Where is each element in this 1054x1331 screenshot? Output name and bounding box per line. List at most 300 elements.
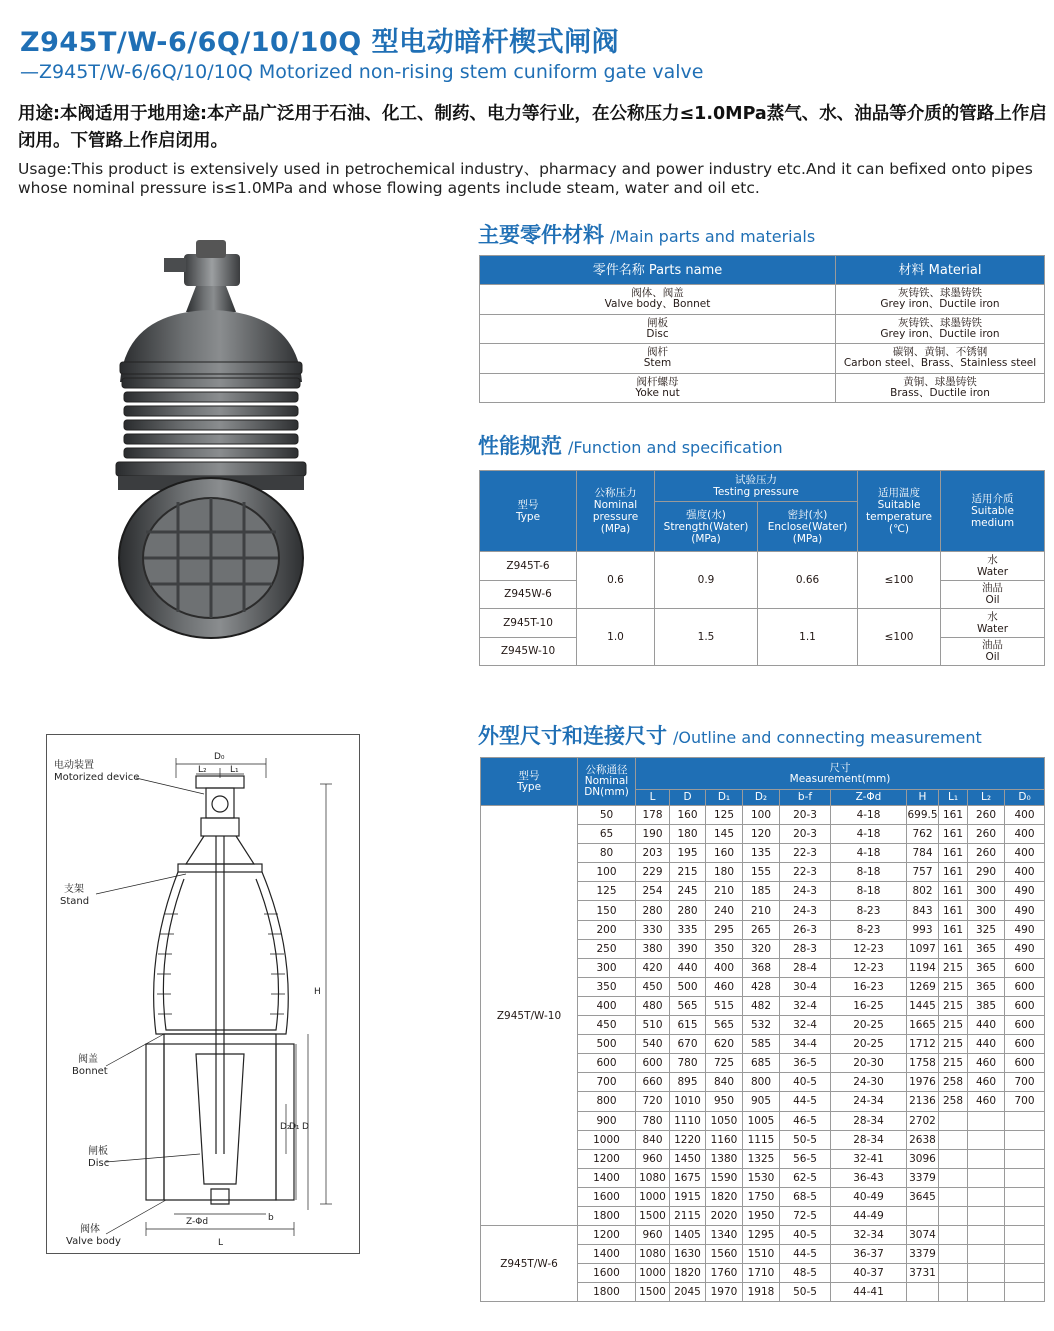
svg-text:Valve body: Valve body bbox=[66, 1236, 121, 1247]
medium-cell bbox=[941, 580, 1045, 609]
dimension-cell: 300 bbox=[968, 882, 1005, 901]
material-cn: 黄铜、球墨铸铁 bbox=[903, 375, 977, 388]
measurement-column-header: b-f bbox=[780, 790, 831, 806]
material-en: Carbon steel、Brass、Stainless steel bbox=[843, 357, 1037, 370]
svg-text:闸板: 闸板 bbox=[88, 1146, 108, 1157]
dimension-cell: 993 bbox=[907, 920, 939, 939]
dimension-cell: 400 bbox=[706, 958, 743, 977]
dimension-cell: 20-25 bbox=[831, 1016, 907, 1035]
dimension-cell bbox=[968, 1264, 1005, 1283]
dimension-cell: 2638 bbox=[907, 1130, 939, 1149]
dimension-cell: 125 bbox=[706, 806, 743, 825]
dimension-cell: 200 bbox=[578, 920, 636, 939]
material-cell bbox=[836, 314, 1045, 344]
dimension-cell: 24-34 bbox=[831, 1092, 907, 1111]
dimension-cell: 1760 bbox=[706, 1264, 743, 1283]
dimension-cell: 450 bbox=[636, 977, 670, 996]
dimension-cell: 1665 bbox=[907, 1016, 939, 1035]
svg-text:Motorized device: Motorized device bbox=[54, 772, 140, 783]
dimension-cell: 135 bbox=[743, 844, 780, 863]
material-en: Brass、Ductile iron bbox=[890, 386, 990, 399]
dimension-cell: 1758 bbox=[907, 1054, 939, 1073]
dimension-cell: 8-18 bbox=[831, 863, 907, 882]
dimension-row bbox=[481, 1226, 1045, 1245]
header-type: 型号 Type bbox=[480, 471, 577, 552]
dimension-cell: 12-23 bbox=[831, 939, 907, 958]
dimension-cell bbox=[939, 1264, 968, 1283]
dimension-cell: 1340 bbox=[706, 1226, 743, 1245]
dimension-cell: 600 bbox=[1005, 1054, 1045, 1073]
dimension-cell: 50-5 bbox=[780, 1283, 831, 1302]
dimension-cell: 600 bbox=[1005, 996, 1045, 1015]
dimension-cell: 460 bbox=[968, 1092, 1005, 1111]
medium-en: Oil bbox=[985, 594, 1000, 607]
measurement-column-header: H bbox=[907, 790, 939, 806]
svg-text:L₂: L₂ bbox=[198, 765, 207, 775]
dimension-cell: 784 bbox=[907, 844, 939, 863]
svg-text:Stand: Stand bbox=[60, 896, 90, 907]
svg-text:Bonnet: Bonnet bbox=[72, 1066, 108, 1077]
dimension-cell: 600 bbox=[578, 1054, 636, 1073]
dimension-cell: 100 bbox=[578, 863, 636, 882]
header-parts-name: 零件名称 Parts name bbox=[480, 256, 836, 285]
dimension-cell: 1080 bbox=[636, 1245, 670, 1264]
svg-text:Disc: Disc bbox=[88, 1158, 110, 1169]
header-measurement: 尺寸 Measurement(mm) bbox=[636, 758, 1045, 790]
dimension-cell: 215 bbox=[939, 958, 968, 977]
dimension-cell: 1269 bbox=[907, 977, 939, 996]
dimension-cell: 330 bbox=[636, 920, 670, 939]
dimension-cell: 28-34 bbox=[831, 1130, 907, 1149]
material-en: Grey iron、Ductile iron bbox=[880, 298, 1000, 311]
svg-text:支架: 支架 bbox=[64, 884, 84, 895]
type-cell: Z945T-6 bbox=[480, 552, 577, 581]
dimension-cell: 600 bbox=[1005, 1035, 1045, 1054]
dimension-cell: 1675 bbox=[670, 1168, 706, 1187]
dimension-cell bbox=[968, 1111, 1005, 1130]
measurement-column-header: D₁ bbox=[706, 790, 743, 806]
dimension-cell: 700 bbox=[1005, 1073, 1045, 1092]
dimension-cell: 254 bbox=[636, 882, 670, 901]
spec-temp-cell: ≤100 bbox=[858, 609, 941, 666]
dimension-cell: 20-3 bbox=[780, 825, 831, 844]
dimension-cell: 1918 bbox=[743, 1283, 780, 1302]
dimension-cell: 1600 bbox=[578, 1187, 636, 1206]
measurement-column-header: D₂ bbox=[743, 790, 780, 806]
dimension-cell: 260 bbox=[968, 825, 1005, 844]
dimension-cell bbox=[1005, 1111, 1045, 1130]
dimension-cell: 48-5 bbox=[780, 1264, 831, 1283]
header-testing-pressure: 试验压力 Testing pressure bbox=[655, 471, 858, 502]
dimension-cell: 1820 bbox=[706, 1187, 743, 1206]
dimension-cell bbox=[907, 1206, 939, 1225]
dimension-cell: 1450 bbox=[670, 1149, 706, 1168]
svg-text:D₁: D₁ bbox=[289, 1122, 300, 1132]
dimension-cell: 620 bbox=[706, 1035, 743, 1054]
dimension-cell: 4-18 bbox=[831, 806, 907, 825]
dimension-cell: 290 bbox=[968, 863, 1005, 882]
dimension-cell: 3645 bbox=[907, 1187, 939, 1206]
svg-text:L₁: L₁ bbox=[230, 765, 239, 775]
material-cell bbox=[836, 373, 1045, 403]
dimension-cell: 350 bbox=[578, 977, 636, 996]
dimension-cell: 510 bbox=[636, 1016, 670, 1035]
dimension-cell bbox=[1005, 1245, 1045, 1264]
dimension-cell: 16-23 bbox=[831, 977, 907, 996]
dimension-cell: 365 bbox=[968, 939, 1005, 958]
materials-row bbox=[480, 285, 1045, 315]
dimension-cell: 1295 bbox=[743, 1226, 780, 1245]
dimension-cell bbox=[939, 1206, 968, 1225]
dimension-cell: 178 bbox=[636, 806, 670, 825]
dimension-cell bbox=[939, 1245, 968, 1264]
dimension-cell: 420 bbox=[636, 958, 670, 977]
dimension-cell: 36-37 bbox=[831, 1245, 907, 1264]
dimension-cell: 350 bbox=[706, 939, 743, 958]
dimension-cell: 400 bbox=[578, 996, 636, 1015]
dimension-cell: 215 bbox=[939, 996, 968, 1015]
dimension-cell: 1000 bbox=[636, 1187, 670, 1206]
dimension-cell: 8-23 bbox=[831, 920, 907, 939]
dimension-cell: 161 bbox=[939, 882, 968, 901]
dimension-cell: 400 bbox=[1005, 825, 1045, 844]
dimension-cell: 490 bbox=[1005, 901, 1045, 920]
dimension-cell: 2136 bbox=[907, 1092, 939, 1111]
part-name-cn: 阀体、阀盖 bbox=[631, 287, 684, 300]
part-name-cn: 阀杆螺母 bbox=[636, 375, 679, 388]
medium-cell bbox=[941, 637, 1045, 666]
dimension-cell: 72-5 bbox=[780, 1206, 831, 1225]
svg-text:D₂: D₂ bbox=[280, 1122, 291, 1132]
type-cell: Z945W-6 bbox=[480, 580, 577, 609]
materials-row bbox=[480, 314, 1045, 344]
dimension-cell: 1005 bbox=[743, 1111, 780, 1130]
dimension-cell: 600 bbox=[1005, 958, 1045, 977]
measurement-column-header: L₁ bbox=[939, 790, 968, 806]
dimension-cell: 490 bbox=[1005, 939, 1045, 958]
dimension-cell: 1710 bbox=[743, 1264, 780, 1283]
dimension-cell: 195 bbox=[670, 844, 706, 863]
dimension-cell: 1530 bbox=[743, 1168, 780, 1187]
svg-text:D: D bbox=[302, 1122, 309, 1132]
spec-str-cell: 1.5 bbox=[655, 609, 758, 666]
usage-text-cn: 用途:本阀适用于地用途:本产品广泛用于石油、化工、制药、电力等行业，在公称压力≤1.0MPa蒸气、水、油品等介质的管路上作启闭用。下管路上作启闭用。 bbox=[18, 104, 1047, 151]
svg-text:D₀: D₀ bbox=[214, 752, 225, 762]
dimension-cell: 1976 bbox=[907, 1073, 939, 1092]
dimension-cell bbox=[968, 1187, 1005, 1206]
part-name-en: Yoke nut bbox=[635, 386, 680, 399]
dimension-cell: 725 bbox=[706, 1054, 743, 1073]
dimension-cell bbox=[939, 1168, 968, 1187]
materials-row bbox=[480, 373, 1045, 403]
dimension-cell: 260 bbox=[968, 844, 1005, 863]
dimension-cell: 295 bbox=[706, 920, 743, 939]
medium-cn: 水 bbox=[987, 610, 998, 623]
dimension-cell: 258 bbox=[939, 1092, 968, 1111]
dimension-cell: 215 bbox=[670, 863, 706, 882]
medium-cell bbox=[941, 552, 1045, 581]
dimension-cell: 280 bbox=[636, 901, 670, 920]
header-enclose: 密封(水) Enclose(Water) (MPa) bbox=[758, 502, 858, 552]
part-name-en: Stem bbox=[643, 357, 672, 370]
type-cell: Z945T/W-6 bbox=[481, 1226, 578, 1302]
spec-enc-cell: 0.66 bbox=[758, 552, 858, 609]
dimension-cell: 40-5 bbox=[780, 1073, 831, 1092]
dimension-cell: 44-49 bbox=[831, 1206, 907, 1225]
dimension-cell: 3379 bbox=[907, 1168, 939, 1187]
dimension-cell: 490 bbox=[1005, 882, 1045, 901]
dimension-cell: 161 bbox=[939, 901, 968, 920]
dimension-cell: 1510 bbox=[743, 1245, 780, 1264]
header-material: 材料 Material bbox=[836, 256, 1045, 285]
measurement-column-header: L bbox=[636, 790, 670, 806]
dimension-cell bbox=[968, 1130, 1005, 1149]
dimension-cell: 161 bbox=[939, 920, 968, 939]
dimension-cell: 215 bbox=[939, 1016, 968, 1035]
dimension-cell: 185 bbox=[743, 882, 780, 901]
dimension-cell: 1080 bbox=[636, 1168, 670, 1187]
dimension-cell: 2115 bbox=[670, 1206, 706, 1225]
header-type: 型号 Type bbox=[481, 758, 578, 806]
dimension-cell: 320 bbox=[743, 939, 780, 958]
dimension-cell: 1800 bbox=[578, 1206, 636, 1225]
dimension-cell: 500 bbox=[578, 1035, 636, 1054]
part-name-cell bbox=[480, 373, 836, 403]
dimension-cell: 210 bbox=[706, 882, 743, 901]
dimension-cell: 1500 bbox=[636, 1206, 670, 1225]
dimension-cell: 490 bbox=[1005, 920, 1045, 939]
dimension-cell: 40-37 bbox=[831, 1264, 907, 1283]
dimension-cell: 24-30 bbox=[831, 1073, 907, 1092]
dimension-cell: 8-18 bbox=[831, 882, 907, 901]
svg-text:阀盖: 阀盖 bbox=[78, 1054, 98, 1065]
dimension-cell: 1560 bbox=[706, 1245, 743, 1264]
spec-np-cell: 1.0 bbox=[577, 609, 655, 666]
dimension-cell: 365 bbox=[968, 958, 1005, 977]
dimension-cell: 440 bbox=[670, 958, 706, 977]
dimension-cell bbox=[1005, 1206, 1045, 1225]
dimension-cell: 28-4 bbox=[780, 958, 831, 977]
dimension-cell: 532 bbox=[743, 1016, 780, 1035]
dimension-cell: 460 bbox=[706, 977, 743, 996]
dimension-cell: 22-3 bbox=[780, 863, 831, 882]
dimension-cell: 460 bbox=[968, 1054, 1005, 1073]
header-strength: 强度(水) Strength(Water) (MPa) bbox=[655, 502, 758, 552]
dimension-cell: 335 bbox=[670, 920, 706, 939]
dimension-cell: 80 bbox=[578, 844, 636, 863]
dimension-cell: 2020 bbox=[706, 1206, 743, 1225]
dimension-cell bbox=[939, 1149, 968, 1168]
dimension-cell: 685 bbox=[743, 1054, 780, 1073]
medium-cn: 油品 bbox=[982, 582, 1004, 595]
materials-table bbox=[479, 255, 1045, 403]
measurement-column-header: D bbox=[670, 790, 706, 806]
dimension-cell: 68-5 bbox=[780, 1187, 831, 1206]
dimension-cell: 56-5 bbox=[780, 1149, 831, 1168]
dimension-cell: 4-18 bbox=[831, 825, 907, 844]
dimension-cell bbox=[1005, 1149, 1045, 1168]
dimension-cell: 1220 bbox=[670, 1130, 706, 1149]
dimension-cell: 1160 bbox=[706, 1130, 743, 1149]
dimension-cell: 900 bbox=[578, 1111, 636, 1130]
dimension-cell: 600 bbox=[636, 1054, 670, 1073]
dimension-cell: 161 bbox=[939, 825, 968, 844]
measurement-column-header: Z-Φd bbox=[831, 790, 907, 806]
dimension-cell: 1400 bbox=[578, 1168, 636, 1187]
dimension-cell: 482 bbox=[743, 996, 780, 1015]
dimension-cell bbox=[1005, 1226, 1045, 1245]
dimension-cell: 1010 bbox=[670, 1092, 706, 1111]
dimension-cell: 12-23 bbox=[831, 958, 907, 977]
dimension-cell: 585 bbox=[743, 1035, 780, 1054]
dimension-cell: 120 bbox=[743, 825, 780, 844]
spec-section-title: 性能规范 /Function and specification bbox=[478, 434, 783, 458]
dimension-cell: 1115 bbox=[743, 1130, 780, 1149]
dimension-cell: 229 bbox=[636, 863, 670, 882]
dimension-cell bbox=[968, 1245, 1005, 1264]
dimension-cell: 20-3 bbox=[780, 806, 831, 825]
dimension-row bbox=[481, 806, 1045, 825]
page-subtitle: —Z945T/W-6/6Q/10/10Q Motorized non-rising stem cuniform gate valve bbox=[20, 61, 704, 83]
medium-en: Water bbox=[976, 565, 1009, 578]
dimension-cell: 720 bbox=[636, 1092, 670, 1111]
dimension-cell: 8-23 bbox=[831, 901, 907, 920]
dimension-cell: 1097 bbox=[907, 939, 939, 958]
dimension-cell: 46-5 bbox=[780, 1111, 831, 1130]
dimension-cell: 440 bbox=[968, 1016, 1005, 1035]
dimension-cell: 440 bbox=[968, 1035, 1005, 1054]
dimension-cell: 24-3 bbox=[780, 901, 831, 920]
dimension-cell: 1200 bbox=[578, 1226, 636, 1245]
dimension-cell: 3379 bbox=[907, 1245, 939, 1264]
dimension-cell: 16-25 bbox=[831, 996, 907, 1015]
dimension-cell: 800 bbox=[578, 1092, 636, 1111]
material-cn: 灰铸铁、球墨铸铁 bbox=[898, 287, 982, 300]
spec-row bbox=[480, 609, 1045, 638]
dimension-cell: 1820 bbox=[670, 1264, 706, 1283]
dimension-cell: 3074 bbox=[907, 1226, 939, 1245]
dimension-cell: 1915 bbox=[670, 1187, 706, 1206]
dimension-cell: 215 bbox=[939, 1035, 968, 1054]
spec-table bbox=[479, 470, 1045, 666]
dimension-cell: 161 bbox=[939, 863, 968, 882]
dimension-cell: 50-5 bbox=[780, 1130, 831, 1149]
dimension-cell: 780 bbox=[636, 1111, 670, 1130]
measurement-column-header: L₂ bbox=[968, 790, 1005, 806]
material-cell bbox=[836, 285, 1045, 315]
dimension-cell bbox=[939, 1226, 968, 1245]
header-medium: 适用介质 Suitable medium bbox=[941, 471, 1045, 552]
dimension-cell: 840 bbox=[636, 1130, 670, 1149]
dimension-cell: 400 bbox=[1005, 844, 1045, 863]
dimension-cell: 145 bbox=[706, 825, 743, 844]
dimension-cell bbox=[939, 1130, 968, 1149]
svg-text:b: b bbox=[268, 1213, 274, 1223]
spec-temp-cell: ≤100 bbox=[858, 552, 941, 609]
dimension-cell: 40-49 bbox=[831, 1187, 907, 1206]
dimension-cell: 380 bbox=[636, 939, 670, 958]
dimension-cell: 1950 bbox=[743, 1206, 780, 1225]
dimension-cell: 840 bbox=[706, 1073, 743, 1092]
dimension-cell: 1590 bbox=[706, 1168, 743, 1187]
valve-photo bbox=[106, 232, 316, 640]
dimension-cell: 1050 bbox=[706, 1111, 743, 1130]
dimension-cell: 660 bbox=[636, 1073, 670, 1092]
dimension-cell: 460 bbox=[968, 1073, 1005, 1092]
dimension-cell: 428 bbox=[743, 977, 780, 996]
dimension-cell: 180 bbox=[670, 825, 706, 844]
materials-section-title: 主要零件材料 /Main parts and materials bbox=[478, 223, 816, 247]
dimension-cell: 1380 bbox=[706, 1149, 743, 1168]
dimension-cell: 203 bbox=[636, 844, 670, 863]
dimension-cell bbox=[1005, 1168, 1045, 1187]
dimension-cell: 32-4 bbox=[780, 1016, 831, 1035]
header-temperature: 适用温度 Suitable temperature (℃) bbox=[858, 471, 941, 552]
dimension-cell: 540 bbox=[636, 1035, 670, 1054]
dimension-cell bbox=[939, 1283, 968, 1302]
dimension-cell: 1750 bbox=[743, 1187, 780, 1206]
svg-text:L: L bbox=[218, 1238, 224, 1248]
dimension-cell: 1200 bbox=[578, 1149, 636, 1168]
dimension-cell: 515 bbox=[706, 996, 743, 1015]
dimension-cell: 565 bbox=[670, 996, 706, 1015]
dimension-cell: 699.5 bbox=[907, 806, 939, 825]
usage-text-en: Usage:This product is extensively used in petrochemical industry、pharmacy and power industry etc.And it can befixed onto pipes whose nominal pressure is≤1.0MPa and whose flowing agents include steam, water and oil etc. bbox=[18, 160, 1033, 197]
material-cn: 碳钢、黄铜、不锈钢 bbox=[892, 346, 988, 359]
dimension-cell: 1000 bbox=[636, 1264, 670, 1283]
dimension-cell: 40-5 bbox=[780, 1226, 831, 1245]
dimension-cell: 325 bbox=[968, 920, 1005, 939]
dimensions-table bbox=[480, 757, 1045, 1302]
dimension-cell: 600 bbox=[1005, 977, 1045, 996]
dimension-cell: 161 bbox=[939, 939, 968, 958]
dimension-cell: 365 bbox=[968, 977, 1005, 996]
dimension-cell: 280 bbox=[670, 901, 706, 920]
dimension-cell: 1500 bbox=[636, 1283, 670, 1302]
dimension-cell: 400 bbox=[1005, 863, 1045, 882]
dimension-cell: 1110 bbox=[670, 1111, 706, 1130]
dimension-cell: 1600 bbox=[578, 1264, 636, 1283]
dimension-cell: 2045 bbox=[670, 1283, 706, 1302]
dimension-cell: 1630 bbox=[670, 1245, 706, 1264]
dimension-cell: 400 bbox=[1005, 806, 1045, 825]
dimension-cell: 32-34 bbox=[831, 1226, 907, 1245]
dimension-cell: 500 bbox=[670, 977, 706, 996]
dimension-cell: 700 bbox=[578, 1073, 636, 1092]
dimension-cell bbox=[968, 1283, 1005, 1302]
page-title: Z945T/W-6/6Q/10/10Q 型电动暗杆楔式闸阀 bbox=[20, 27, 620, 58]
materials-row bbox=[480, 344, 1045, 374]
dimension-cell: 480 bbox=[636, 996, 670, 1015]
svg-text:Z-Φd: Z-Φd bbox=[186, 1217, 209, 1227]
type-cell: Z945W-10 bbox=[480, 637, 577, 666]
dimension-cell: 450 bbox=[578, 1016, 636, 1035]
header-nominal-diameter: 公称通径 Nominal DN(mm) bbox=[578, 758, 636, 806]
medium-en: Oil bbox=[985, 651, 1000, 664]
dimension-cell: 950 bbox=[706, 1092, 743, 1111]
svg-text:阀体: 阀体 bbox=[80, 1224, 100, 1235]
dimension-cell: 895 bbox=[670, 1073, 706, 1092]
dimension-cell: 565 bbox=[706, 1016, 743, 1035]
dimension-cell: 843 bbox=[907, 901, 939, 920]
medium-cn: 油品 bbox=[982, 639, 1004, 652]
dimension-cell: 762 bbox=[907, 825, 939, 844]
dimension-cell: 265 bbox=[743, 920, 780, 939]
dimension-cell: 155 bbox=[743, 863, 780, 882]
dimension-cell: 36-5 bbox=[780, 1054, 831, 1073]
dimension-cell: 390 bbox=[670, 939, 706, 958]
dimension-cell bbox=[968, 1149, 1005, 1168]
